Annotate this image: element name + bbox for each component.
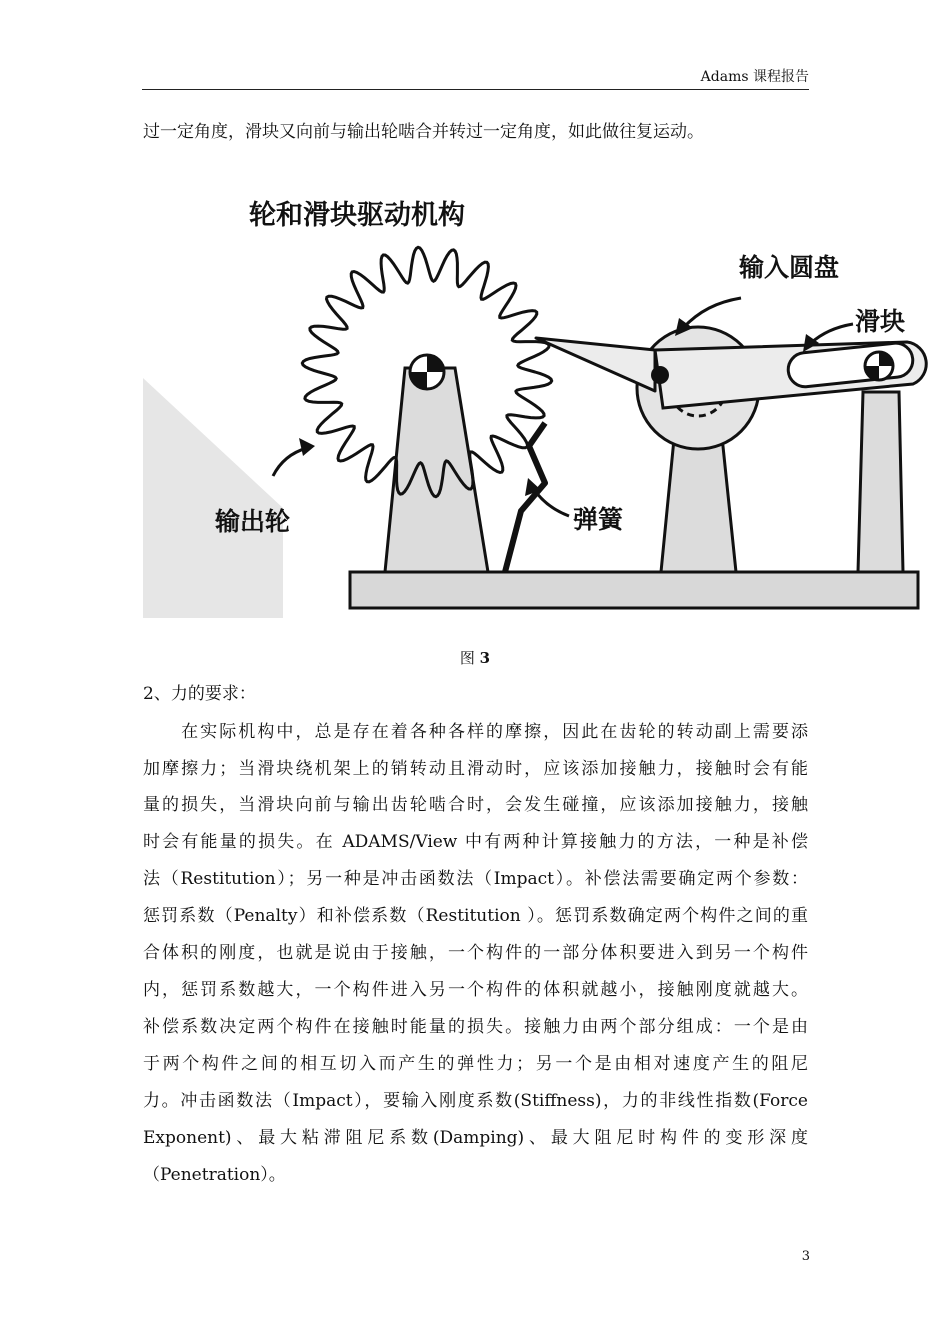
para-line-3: 量的损失，当滑块向前与输出齿轮啮合时，会发生碰撞，应该添加接触力，接触 bbox=[143, 795, 808, 815]
para-line-1: 在实际机构中，总是存在着各种各样的摩擦，因此在齿轮的转动副上需要添 bbox=[143, 722, 808, 742]
caption-number: 3 bbox=[479, 649, 491, 667]
para-line-2: 加摩擦力；当滑块绕机架上的销转动且滑动时，应该添加接触力，接触时会有能 bbox=[143, 759, 808, 779]
base-plate bbox=[350, 572, 918, 608]
para-line-10: 于两个构件之间的相互切入而产生的弹性力；另一个是由相对速度产生的阻尼 bbox=[143, 1054, 808, 1074]
input-disc-leader bbox=[683, 298, 741, 328]
slider-tip bbox=[536, 338, 655, 391]
para-line-9: 补偿系数决定两个构件在接触时能量的损失。接触力由两个部分组成：一个是由 bbox=[143, 1017, 808, 1037]
figure-title: 轮和滑块驱动机构 bbox=[249, 200, 465, 231]
disc-pin bbox=[651, 366, 669, 384]
para-line-5: 法（Restitution）；另一种是冲击函数法（Impact）。补偿法需要确定两个参数： bbox=[143, 869, 808, 889]
label-input-disc: 输入圆盘 bbox=[739, 253, 840, 282]
section-heading: 2、力的要求： bbox=[143, 684, 256, 704]
page-number: 3 bbox=[801, 1249, 810, 1264]
guide-pin bbox=[865, 352, 893, 380]
figure-caption bbox=[0, 648, 950, 668]
para-line-12: Exponent)、最大粘滞阻尼系数(Damping)、最大阻尼时构件的变形深度 bbox=[143, 1128, 808, 1148]
para-line-8: 内，惩罚系数越大，一个构件进入另一个构件的体积就越小，接触刚度就越大。 bbox=[143, 980, 808, 1000]
background-patch bbox=[143, 378, 283, 618]
running-header: Adams 课程报告 bbox=[700, 69, 809, 85]
label-spring: 弹簧 bbox=[573, 505, 624, 534]
mechanism-diagram bbox=[143, 178, 943, 618]
para-line-11: 力。冲击函数法（Impact），要输入刚度系数(Stiffness)，力的非线性指数(Force bbox=[143, 1091, 808, 1111]
para-line-4: 时会有能量的损失。在 ADAMS/View 中有两种计算接触力的方法，一种是补偿 bbox=[143, 832, 808, 852]
output-wheel-pivot bbox=[410, 355, 444, 389]
para-line-13: （Penetration）。 bbox=[143, 1165, 286, 1185]
caption-prefix: 图 bbox=[459, 649, 480, 667]
intro-line: 过一定角度，滑块又向前与输出轮啮合并转过一定角度，如此做往复运动。 bbox=[143, 122, 704, 142]
slider-leader bbox=[811, 324, 853, 343]
output-wheel-leader bbox=[273, 448, 307, 476]
label-output-wheel: 输出轮 bbox=[215, 507, 291, 536]
guide-support bbox=[858, 392, 903, 572]
para-line-7: 合体积的刚度，也就是说由于接触，一个构件的一部分体积要进入到另一个构件 bbox=[143, 943, 808, 963]
para-line-6: 惩罚系数（Penalty）和补偿系数（Restitution ）。惩罚系数确定两个构件之间的重 bbox=[143, 906, 808, 926]
mechanism-figure bbox=[143, 178, 943, 618]
header-rule bbox=[142, 89, 809, 90]
label-slider: 滑块 bbox=[855, 307, 906, 336]
output-wheel-arrow bbox=[299, 438, 315, 456]
